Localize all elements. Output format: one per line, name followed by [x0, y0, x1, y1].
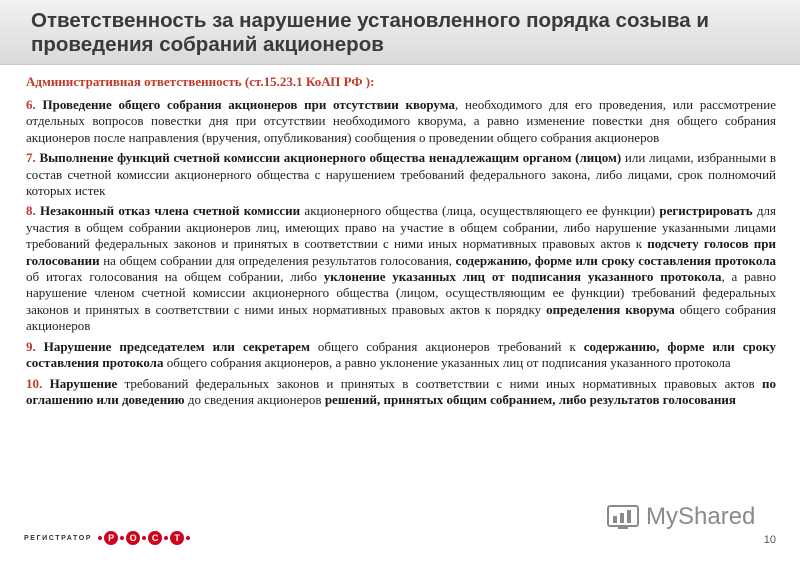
logo-dot	[142, 536, 146, 540]
logo-dot	[164, 536, 168, 540]
paragraph-text: , а равно нарушение членом счетной комиссии акционерного общества (лицом, осуществляющим ее функции) требований федеральных законов и принятых в соответствии с ними иных нормативных правовых актов к порядку	[26, 269, 777, 317]
logo-letter: Т	[170, 531, 184, 545]
paragraph-number: 7.	[26, 150, 36, 166]
emphasized-text: Проведение общего собрания акционеров при отсутствии кворума	[42, 97, 456, 112]
emphasized-text: содержанию, форме или сроку составления протокола	[455, 252, 776, 268]
emphasized-text: по оглашению или доведению	[26, 375, 777, 407]
paragraph-number: 9.	[26, 338, 36, 354]
registrar-rost-logo	[24, 528, 192, 548]
logo-letter: Р	[104, 531, 118, 545]
paragraph-text: требований федеральных законов и принятых в соответствии с ними иных нормативных правовых актов	[117, 375, 763, 391]
logo-letter: О	[126, 531, 140, 545]
myshared-logo-icon	[606, 504, 640, 530]
page-title: Ответственность за нарушение установленного порядка созыва и проведения собраний акционеров	[31, 9, 709, 56]
slide-header	[0, 0, 800, 65]
emphasized-text: определения кворума	[546, 301, 675, 317]
emphasized-text: уклонение указанных лиц от подписания указанного протокола	[323, 269, 722, 285]
paragraph-text: об итогах голосования на общем собрании, либо	[26, 269, 324, 285]
emphasized-text: решений, принятых общим собранием, либо результатов голосования	[324, 391, 736, 407]
logo-dot	[186, 536, 190, 540]
logo-dot	[98, 536, 102, 540]
emphasized-text: Выполнение функций счетной комиссии акционерного общества ненадлежащим органом (лицом)	[39, 150, 622, 166]
paragraph-text: или лицами, избранными в состав счетной комиссии акционерного общества с нарушением требований федерального закона, либо лицами, срок полномочий которых истек	[26, 150, 777, 199]
logo-letter: С	[148, 531, 162, 545]
emphasized-text: подсчету голосов при голосовании	[26, 236, 776, 268]
paragraph-number: 8.	[26, 203, 36, 219]
emphasized-text: Незаконный отказ члена счетной комиссии	[40, 203, 301, 219]
paragraph-text: акционерного общества (лица, осуществляющего ее функции)	[300, 203, 660, 219]
paragraph-text: , необходимого для его проведения, или рассмотрение отдельных вопросов повестки дня при отсутствии необходимого кворума, а равно изменение повестки дня общего собрания акционеров после направления (вручения, опубликования) сообщения о проведении общего собрания акционеров	[26, 97, 776, 145]
paragraph-item	[26, 203, 776, 334]
myshared-watermark	[606, 503, 755, 531]
section-subtitle: Административная ответственность (ст.15.23.1 КоАП РФ ):	[26, 74, 375, 89]
slide-content	[26, 74, 776, 412]
logo-dot	[120, 536, 124, 540]
paragraph-number: 10.	[26, 375, 43, 391]
paragraph-text: до сведения акционеров	[184, 391, 325, 407]
paragraph-list	[26, 97, 776, 408]
paragraph-text: для участия в общем собрании акционеров лиц, имеющих право на участие в общем собрании, либо нарушение указанными лицами требований федеральных законов и принятых в соответствии с ними иных нормативных правовых актов к	[26, 203, 777, 252]
paragraph-item	[26, 339, 776, 372]
logo-brand	[96, 531, 192, 545]
paragraph-item	[26, 150, 776, 199]
emphasized-text: регистрировать	[659, 203, 753, 219]
paragraph-text: общего собрания акционеров, а равно уклонение указанных лиц от подписания указанного протокола	[163, 355, 731, 371]
logo-text: РЕГИСТРАТОР	[24, 534, 93, 542]
paragraph-item	[26, 376, 776, 409]
paragraph-text: общего собрания акционеров	[26, 301, 777, 334]
emphasized-text: Нарушение председателем или секретарем	[43, 338, 310, 354]
emphasized-text: содержанию, форме или сроку составления протокола	[26, 338, 777, 371]
watermark-text: MyShared	[646, 503, 756, 530]
paragraph-text: общего собрания акционеров требований к	[309, 338, 584, 354]
paragraph-item	[26, 97, 776, 146]
paragraph-text: на общем собрании для определения результатов голосования,	[99, 252, 456, 268]
paragraph-number: 6.	[26, 97, 36, 112]
page-number: 10	[763, 534, 776, 546]
emphasized-text: Нарушение	[49, 375, 118, 391]
